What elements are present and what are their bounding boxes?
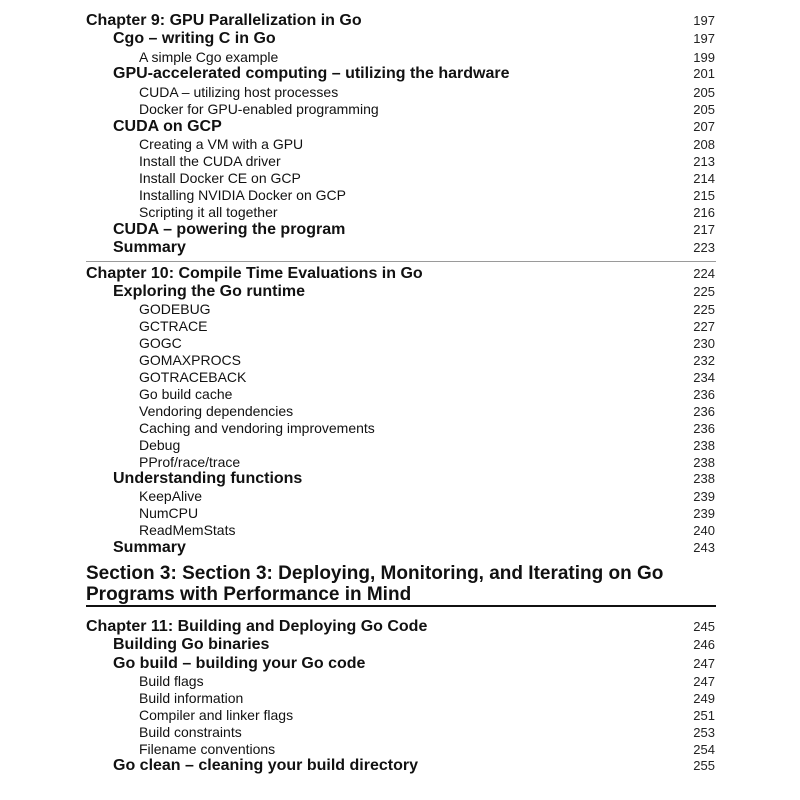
toc-chapter-11[interactable]	[0, 618, 800, 636]
toc-subsection-cuda-host[interactable]	[0, 83, 800, 101]
toc-entry-title: Go build – building your Go code	[113, 655, 366, 672]
toc-subsection-vendoring[interactable]	[0, 402, 800, 420]
toc-entry-title: Installing NVIDIA Docker on GCP	[139, 187, 346, 203]
toc-page-number: 239	[693, 506, 715, 521]
toc-page-number: 239	[693, 489, 715, 504]
toc-section-go-clean[interactable]	[0, 757, 800, 775]
toc-entry-title: Debug	[139, 437, 181, 453]
toc-page-number: 254	[693, 742, 715, 757]
toc-page-number: 238	[693, 471, 715, 486]
toc-page-number: 238	[693, 455, 715, 470]
toc-page-number: 213	[693, 154, 715, 169]
toc-entry-title: GOTRACEBACK	[139, 369, 247, 385]
toc-page-number: 240	[693, 523, 715, 538]
toc-subsection-numcpu[interactable]	[0, 504, 800, 522]
toc-section-go-build[interactable]	[0, 655, 800, 673]
toc-entry-title: Chapter 10: Compile Time Evaluations in Go	[86, 265, 423, 282]
toc-page-number: 230	[693, 336, 715, 351]
toc-page-number: 255	[693, 758, 715, 773]
toc-entry-title: Exploring the Go runtime	[113, 283, 306, 300]
toc-entry-title: Chapter 9: GPU Parallelization in Go	[86, 12, 362, 29]
toc-subsection-compiler-flags[interactable]	[0, 706, 800, 724]
toc-entry-title: CUDA on GCP	[113, 118, 222, 135]
toc-entry-title: GODEBUG	[139, 301, 211, 317]
toc-entry-title: Build information	[139, 690, 244, 706]
toc-page-number: 223	[693, 240, 715, 255]
toc-page-number: 225	[693, 302, 715, 317]
toc-subsection-build-cache[interactable]	[0, 385, 800, 403]
toc-entry-title: KeepAlive	[139, 488, 203, 504]
toc-section-cuda-gcp[interactable]	[0, 118, 800, 136]
toc-entry-title: GOMAXPROCS	[139, 352, 241, 368]
toc-section-cuda-program[interactable]	[0, 221, 800, 239]
toc-entry-title: Install the CUDA driver	[139, 153, 281, 169]
toc-subsection-debug[interactable]	[0, 436, 800, 454]
toc-entry-title: Caching and vendoring improvements	[139, 420, 375, 436]
toc-entry-title: Install Docker CE on GCP	[139, 170, 301, 186]
toc-entry-title: Building Go binaries	[113, 636, 270, 653]
toc-page-number: 227	[693, 319, 715, 334]
toc-subsection-gogc[interactable]	[0, 334, 800, 352]
toc-entry-title: Chapter 11: Building and Deploying Go Code	[86, 618, 428, 635]
toc-entry-title: Cgo – writing C in Go	[113, 30, 276, 47]
toc-entry-title: CUDA – powering the program	[113, 221, 346, 238]
toc-entry-title: Understanding functions	[113, 470, 303, 487]
toc-subsection-filename[interactable]	[0, 740, 800, 758]
toc-entry-title: A simple Cgo example	[139, 49, 279, 65]
toc-page-number: 247	[693, 674, 715, 689]
toc-entry-title: Summary	[113, 239, 186, 256]
toc-entry-title: Build flags	[139, 673, 204, 689]
toc-subsection-docker-gpu[interactable]	[0, 100, 800, 118]
toc-section-functions[interactable]	[0, 470, 800, 488]
toc-page-number: 225	[693, 284, 715, 299]
toc-page-number: 217	[693, 222, 715, 237]
toc-entry-title: Creating a VM with a GPU	[139, 136, 304, 152]
toc-section-ch9-summary[interactable]	[0, 239, 800, 257]
toc-section-binaries[interactable]	[0, 636, 800, 654]
toc-page-number: 253	[693, 725, 715, 740]
toc-page-number: 236	[693, 421, 715, 436]
section-divider	[86, 605, 716, 607]
toc-entry-title: GCTRACE	[139, 318, 208, 334]
toc-entry-title: Vendoring dependencies	[139, 403, 294, 419]
toc-page-number: 224	[693, 266, 715, 281]
toc-entry-title: Go build cache	[139, 386, 233, 402]
toc-page-number: 246	[693, 637, 715, 652]
toc-entry-title: Docker for GPU-enabled programming	[139, 101, 379, 117]
toc-page-number: 205	[693, 102, 715, 117]
toc-subsection-docker-ce[interactable]	[0, 169, 800, 187]
toc-entry-title: NumCPU	[139, 505, 199, 521]
toc-page-number: 245	[693, 619, 715, 634]
toc-part-heading-section-3[interactable]: Section 3: Section 3: Deploying, Monitoring, and Iterating on Go Programs with Performance in Mind	[86, 563, 664, 605]
toc-subsection-cgo-example[interactable]	[0, 48, 800, 66]
toc-entry-title: GPU-accelerated computing – utilizing the hardware	[113, 65, 510, 82]
toc-chapter-10[interactable]	[0, 265, 800, 283]
toc-subsection-gotraceback[interactable]	[0, 368, 800, 386]
toc-entry-title: Compiler and linker flags	[139, 707, 294, 723]
toc-page-number: 208	[693, 137, 715, 152]
toc-subsection-caching-vendoring[interactable]	[0, 419, 800, 437]
toc-subsection-constraints[interactable]	[0, 723, 800, 741]
toc-subsection-nvidia-docker[interactable]	[0, 186, 800, 204]
chapter-divider	[86, 261, 716, 262]
toc-section-gpu-computing[interactable]	[0, 65, 800, 83]
toc-entry-title: Build constraints	[139, 724, 242, 740]
toc-chapter-9[interactable]	[0, 12, 800, 30]
toc-page-number: 197	[693, 31, 715, 46]
toc-section-runtime[interactable]	[0, 283, 800, 301]
toc-subsection-godebug[interactable]	[0, 300, 800, 318]
toc-page-number: 205	[693, 85, 715, 100]
toc-entry-title: Go clean – cleaning your build directory	[113, 757, 418, 774]
toc-page-number: 199	[693, 50, 715, 65]
toc-page-number: 243	[693, 540, 715, 555]
toc-page-number: 214	[693, 171, 715, 186]
toc-subsection-cuda-driver[interactable]	[0, 152, 800, 170]
toc-subsection-readmemstats[interactable]	[0, 521, 800, 539]
toc-page-number: 201	[693, 66, 715, 81]
toc-page-number: 216	[693, 205, 715, 220]
toc-page-number: 197	[693, 13, 715, 28]
toc-entry-title: GOGC	[139, 335, 182, 351]
toc-subsection-build-flags[interactable]	[0, 672, 800, 690]
toc-page-number: 238	[693, 438, 715, 453]
toc-page-number: 215	[693, 188, 715, 203]
toc-entry-title: CUDA – utilizing host processes	[139, 84, 339, 100]
toc-subsection-scripting[interactable]	[0, 203, 800, 221]
toc-page-number: 207	[693, 119, 715, 134]
toc-subsection-pprof[interactable]	[0, 453, 800, 471]
toc-subsection-vm-gpu[interactable]	[0, 135, 800, 153]
toc-page-number: 232	[693, 353, 715, 368]
toc-subsection-keepalive[interactable]	[0, 487, 800, 505]
toc-page-number: 236	[693, 387, 715, 402]
toc-page-number: 251	[693, 708, 715, 723]
toc-page-number: 234	[693, 370, 715, 385]
toc-entry-title: Scripting it all together	[139, 204, 278, 220]
toc-entry-title: Filename conventions	[139, 741, 276, 757]
toc-page-number: 236	[693, 404, 715, 419]
toc-entry-title: Summary	[113, 539, 186, 556]
toc-subsection-build-info[interactable]	[0, 689, 800, 707]
toc-entry-title: PProf/race/trace	[139, 454, 241, 470]
toc-section-cgo[interactable]	[0, 30, 800, 48]
toc-page-number: 247	[693, 656, 715, 671]
toc-page-number: 249	[693, 691, 715, 706]
toc-section-ch10-summary[interactable]	[0, 539, 800, 557]
toc-subsection-gomaxprocs[interactable]	[0, 351, 800, 369]
toc-subsection-gctrace[interactable]	[0, 317, 800, 335]
toc-entry-title: ReadMemStats	[139, 522, 236, 538]
